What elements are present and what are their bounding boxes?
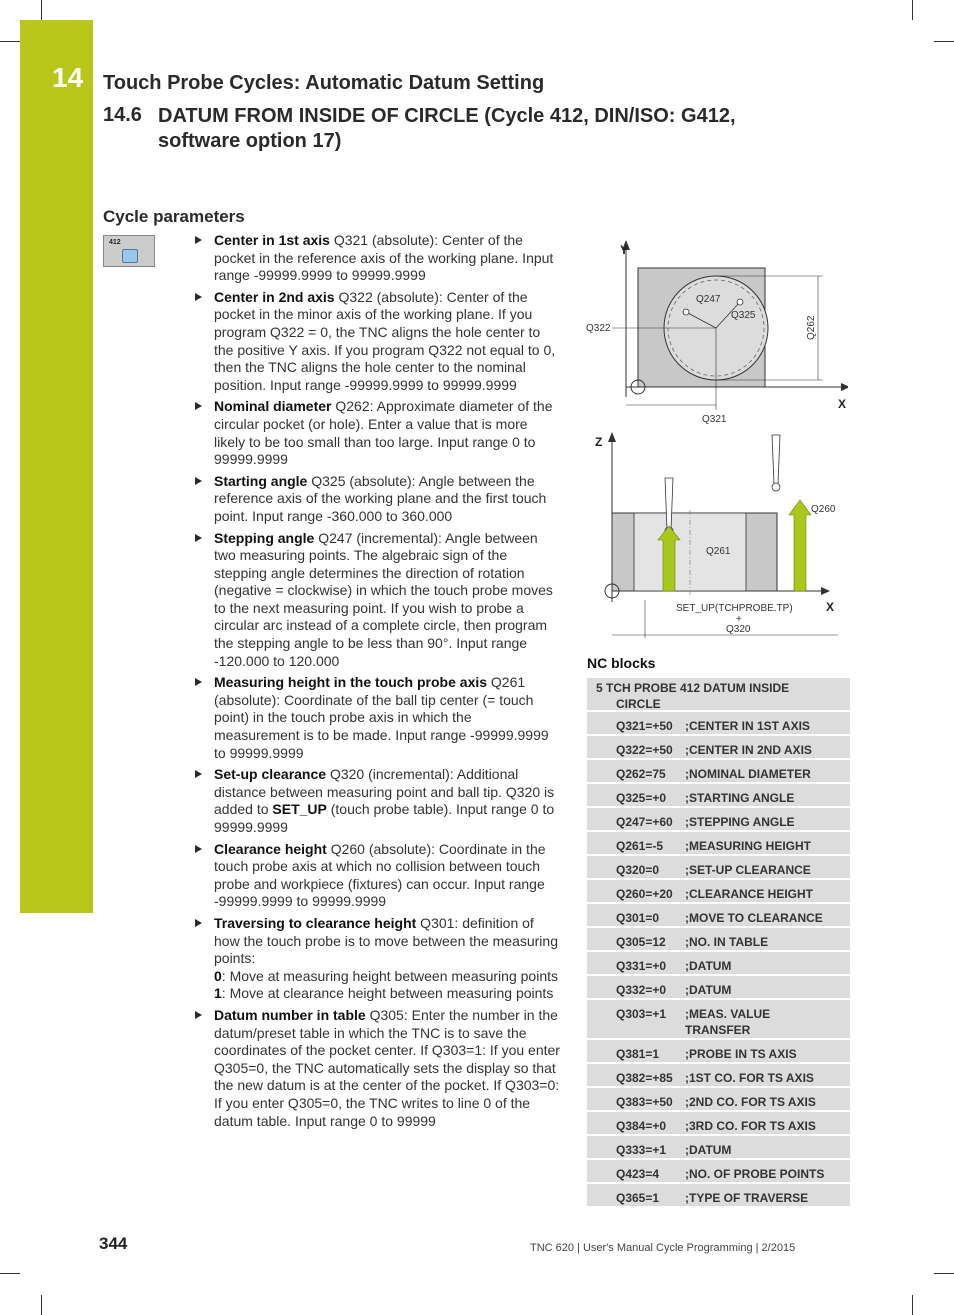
x-axis-label: X xyxy=(826,600,835,614)
crop-mark xyxy=(0,1273,20,1274)
probe-ball xyxy=(772,483,780,491)
bullet-arrow-icon xyxy=(195,845,202,853)
nc-row: Q365=1 ;TYPE OF TRAVERSE xyxy=(587,1184,850,1206)
bullet-arrow-icon xyxy=(195,678,202,686)
bullet-arrow-icon xyxy=(195,477,202,485)
section-number: 14.6 xyxy=(103,104,142,126)
crop-mark xyxy=(41,1295,42,1315)
chapter-title: Touch Probe Cycles: Automatic Datum Setting xyxy=(103,72,545,94)
q325-label: Q325 xyxy=(731,310,756,321)
cycle-figure xyxy=(578,230,848,645)
page-footer: TNC 620 | User's Manual Cycle Programming | 2/2015 xyxy=(530,1242,796,1254)
param-item: Center in 2nd axis Q322 (absolute): Center of the pocket in the minor axis of the working plane. If you program Q322 = 0, the TNC aligns the hole center to the positive Y axis. If you program Q322 not equal to 0, then the TNC aligns the hole center to the nominal position. Input range -99999.9999 to 99999.9999 xyxy=(193,289,561,395)
arrow-head xyxy=(841,383,848,391)
nc-row: Q247=+60 ;STEPPING ANGLE xyxy=(587,808,850,830)
param-item: Datum number in table Q305: Enter the number in the datum/preset table in which the TNC is to save the coordinates of the pocket center. If Q303=1: If you enter Q305=0, the TNC automatically sets the display so that the new datum is at the center of the pocket. If Q303=0: If you enter Q305=0, the TNC writes to line 0 of the datum table. Input range 0 to 99999 xyxy=(193,1007,561,1130)
nc-row: Q333=+1 ;DATUM xyxy=(587,1136,850,1158)
crop-mark xyxy=(912,1295,913,1315)
setup-label: SET_UP(TCHPROBE.TP) xyxy=(676,603,793,614)
param-item: Stepping angle Q247 (incremental): Angle between two measuring points. The algebraic sign of the stepping angle determines the direction of rotation (negative = clockwise) in which the touch probe moves to the next measuring point. If you wish to probe a circular arc instead of a complete circle, then program the stepping angle to be less than 90°. Input range -120.000 to 120.000 xyxy=(193,530,561,671)
bullet-arrow-icon xyxy=(195,534,202,542)
cycle-412-icon xyxy=(103,235,155,267)
bullet-arrow-icon xyxy=(195,919,202,927)
touch-point xyxy=(737,299,743,305)
nc-row: Q320=0 ;SET-UP CLEARANCE xyxy=(587,856,850,878)
nc-row: Q382=+85 ;1ST CO. FOR TS AXIS xyxy=(587,1064,850,1086)
probe-stylus xyxy=(772,435,780,484)
param-item: Set-up clearance Q320 (incremental): Additional distance between measuring point and ball tip. Q320 is added to SET_UP (touch probe table). Input range 0 to 99999.9999 xyxy=(193,766,561,836)
plus-sign: + xyxy=(736,614,742,625)
bullet-arrow-icon xyxy=(195,402,202,410)
x-axis-label: X xyxy=(838,397,847,411)
chapter-sidebar xyxy=(20,20,93,913)
arrow-head xyxy=(821,587,830,595)
nc-row: Q332=+0 ;DATUM xyxy=(587,976,850,998)
y-axis-label: Y xyxy=(620,243,629,257)
nc-blocks-table xyxy=(587,678,850,1208)
q321-label: Q321 xyxy=(702,414,727,425)
bullet-arrow-icon xyxy=(195,770,202,778)
nc-row: Q305=12 ;NO. IN TABLE xyxy=(587,928,850,950)
nc-blocks-title: NC blocks xyxy=(587,655,656,671)
q260-label: Q260 xyxy=(811,504,836,515)
nc-row: Q423=4 ;NO. OF PROBE POINTS xyxy=(587,1160,850,1182)
crop-mark xyxy=(0,41,20,42)
nc-row: Q303=+1 ;MEAS. VALUE TRANSFER xyxy=(587,1000,850,1038)
circle-target-icon xyxy=(122,249,138,263)
page-number: 344 xyxy=(99,1234,128,1253)
nc-row: Q321=+50 ;CENTER IN 1ST AXIS xyxy=(587,712,850,734)
param-item: Starting angle Q325 (absolute): Angle between the reference axis of the working plane and the first touch point. Input range -360.000 to 360.000 xyxy=(193,473,561,526)
chapter-number: 14 xyxy=(52,62,84,93)
nc-row: Q381=1 ;PROBE IN TS AXIS xyxy=(587,1040,850,1062)
nc-row: Q262=75 ;NOMINAL DIAMETER xyxy=(587,760,850,782)
section-title: DATUM FROM INSIDE OF CIRCLE (Cycle 412, DIN/ISO: G412, software option 17) xyxy=(158,105,736,152)
nc-row: Q325=+0 ;STARTING ANGLE xyxy=(587,784,850,806)
touch-point xyxy=(683,309,689,315)
q260-arrow xyxy=(789,500,811,591)
q322-label: Q322 xyxy=(586,323,611,334)
crop-mark xyxy=(934,1273,954,1274)
param-item: Nominal diameter Q262: Approximate diameter of the circular pocket (or hole). Enter a value that is more likely to be too small than too large. Input range 0 to 99999.9999 xyxy=(193,398,561,468)
param-item: Traversing to clearance height Q301: definition of how the touch probe is to move between the measuring points: 0: Move at measuring height between measuring points 1: Move at clearance height between measuring points xyxy=(193,915,561,1003)
nc-row: Q322=+50 ;CENTER IN 2ND AXIS xyxy=(587,736,850,758)
nc-row: Q301=0 ;MOVE TO CLEARANCE xyxy=(587,904,850,926)
bullet-arrow-icon xyxy=(195,293,202,301)
q320-label: Q320 xyxy=(726,624,751,635)
bullet-arrow-icon xyxy=(195,1011,202,1019)
nc-row: Q260=+20 ;CLEARANCE HEIGHT xyxy=(587,880,850,902)
cycle-icon-label: 412 xyxy=(109,239,121,246)
param-item: Measuring height in the touch probe axis Q261 (absolute): Coordinate of the ball tip center (= touch point) in the touch probe axis in which the measurement is to be made. Input range -99999.9999 to 99999.9999 xyxy=(193,674,561,762)
bullet-arrow-icon xyxy=(195,236,202,244)
nc-row: Q383=+50 ;2ND CO. FOR TS AXIS xyxy=(587,1088,850,1110)
nc-header-row: 5 TCH PROBE 412 DATUM INSIDE CIRCLE xyxy=(587,678,850,710)
q262-label: Q262 xyxy=(806,315,817,340)
nc-row: Q331=+0 ;DATUM xyxy=(587,952,850,974)
nc-row: Q384=+0 ;3RD CO. FOR TS AXIS xyxy=(587,1112,850,1134)
nc-row: Q261=-5 ;MEASURING HEIGHT xyxy=(587,832,850,854)
param-item: Clearance height Q260 (absolute): Coordinate in the touch probe axis at which no collision between touch probe and workpiece (fixtures) can occur. Input range -99999.9999 to 99999.9999 xyxy=(193,841,561,911)
q247-label: Q247 xyxy=(696,294,721,305)
subheading: Cycle parameters xyxy=(103,207,245,226)
crop-mark xyxy=(41,0,42,20)
parameter-list xyxy=(193,232,561,1134)
crop-mark xyxy=(934,41,954,42)
arrow-head xyxy=(608,432,616,442)
q261-label: Q261 xyxy=(706,546,731,557)
z-axis-label: Z xyxy=(595,435,603,449)
crop-mark xyxy=(912,0,913,20)
param-item: Center in 1st axis Q321 (absolute): Center of the pocket in the reference axis of the working plane. Input range -99999.9999 to 99999.9999 xyxy=(193,232,561,285)
